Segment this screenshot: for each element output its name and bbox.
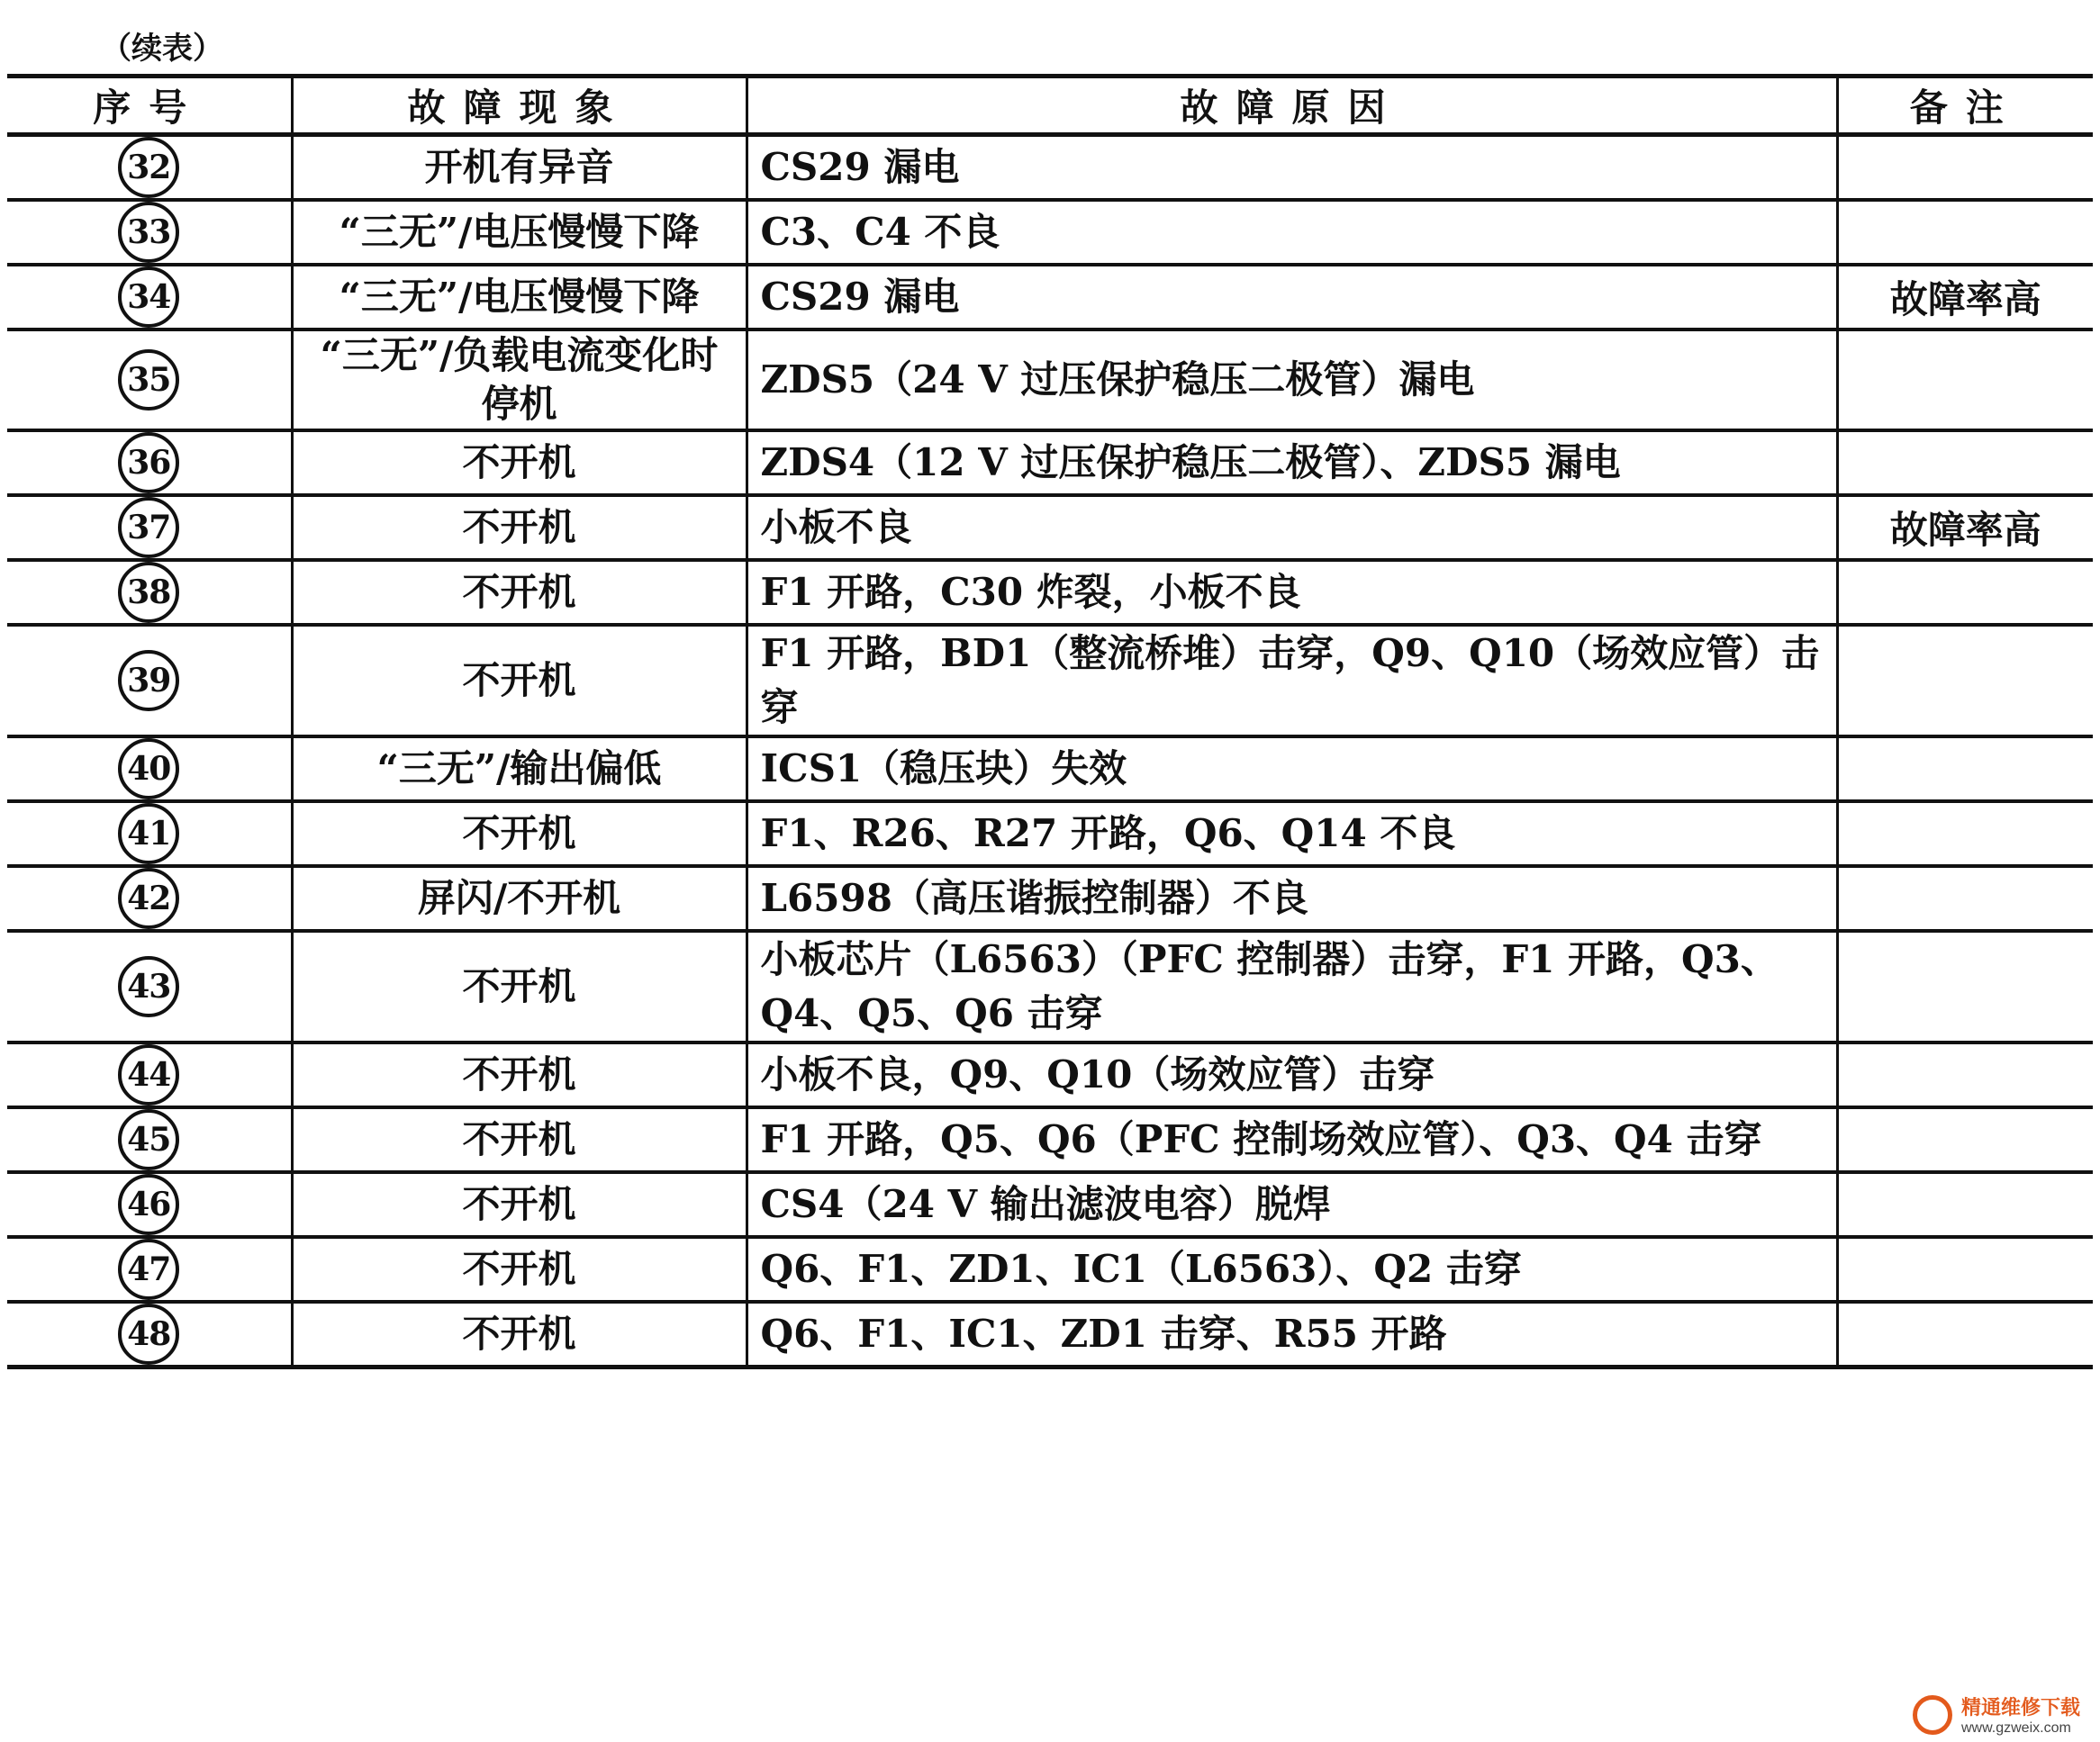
- row-symptom: 不开机: [292, 430, 747, 495]
- table-row: [7, 1172, 2093, 1237]
- row-number: [7, 1042, 292, 1107]
- row-number-circle: 39: [118, 650, 179, 711]
- row-note: [1837, 560, 2093, 625]
- table-body: [7, 135, 2093, 1367]
- row-cause: F1、R26、R27 开路，Q6、Q14 不良: [747, 801, 1837, 866]
- row-number: [7, 430, 292, 495]
- row-number: [7, 931, 292, 1042]
- row-cause: CS29 漏电: [747, 265, 1837, 329]
- row-number: [7, 135, 292, 201]
- row-number-circle: 41: [118, 803, 179, 864]
- row-cause: Q6、F1、ZD1、IC1（L6563）、Q2 击穿: [747, 1237, 1837, 1302]
- row-note: 故障率高: [1837, 265, 2093, 329]
- header-symptom: 故障现象: [292, 77, 747, 135]
- row-number: [7, 265, 292, 329]
- table-row: [7, 430, 2093, 495]
- row-note: [1837, 329, 2093, 430]
- table-row: [7, 265, 2093, 329]
- row-note: [1837, 1302, 2093, 1367]
- row-number: [7, 495, 292, 560]
- row-note: [1837, 200, 2093, 265]
- row-cause: C3、C4 不良: [747, 200, 1837, 265]
- row-number-circle: 35: [118, 349, 179, 411]
- row-note: [1837, 866, 2093, 931]
- table-row: [7, 736, 2093, 801]
- row-symptom: 不开机: [292, 1172, 747, 1237]
- row-symptom: 不开机: [292, 625, 747, 736]
- row-note: [1837, 801, 2093, 866]
- header-note: 备注: [1837, 77, 2093, 135]
- table-row: [7, 495, 2093, 560]
- row-note: [1837, 430, 2093, 495]
- row-number: [7, 866, 292, 931]
- row-number-circle: 37: [118, 497, 179, 558]
- row-cause: ZDS5（24 V 过压保护稳压二极管）漏电: [747, 329, 1837, 430]
- row-number: [7, 736, 292, 801]
- header-no: 序号: [7, 77, 292, 135]
- row-cause: 小板不良，Q9、Q10（场效应管）击穿: [747, 1042, 1837, 1107]
- row-number-circle: 45: [118, 1109, 179, 1170]
- table-row: [7, 1107, 2093, 1172]
- row-cause: F1 开路，C30 炸裂，小板不良: [747, 560, 1837, 625]
- row-number-circle: 36: [118, 432, 179, 493]
- table-caption: （续表）: [101, 31, 223, 67]
- row-number-circle: 40: [118, 738, 179, 799]
- header-row: [7, 77, 2093, 135]
- table-row: [7, 1237, 2093, 1302]
- row-number-circle: 43: [118, 956, 179, 1017]
- watermark-url: www.gzweix.com: [1960, 1720, 2071, 1736]
- row-symptom: 不开机: [292, 931, 747, 1042]
- row-cause: L6598（高压谐振控制器）不良: [747, 866, 1837, 931]
- row-note: 故障率高: [1837, 495, 2093, 560]
- table-row: [7, 931, 2093, 1042]
- row-symptom: 屏闪/不开机: [292, 866, 747, 931]
- table-row: [7, 801, 2093, 866]
- row-note: [1837, 1107, 2093, 1172]
- row-cause: ZDS4（12 V 过压保护稳压二极管）、ZDS5 漏电: [747, 430, 1837, 495]
- row-number-circle: 42: [118, 868, 179, 929]
- table-row: [7, 560, 2093, 625]
- row-note: [1837, 625, 2093, 736]
- row-number: [7, 1172, 292, 1237]
- row-number-circle: 33: [118, 202, 179, 263]
- row-number-circle: 38: [118, 562, 179, 623]
- row-symptom: 开机有异音: [292, 135, 747, 201]
- row-symptom: 不开机: [292, 1302, 747, 1367]
- row-symptom: 不开机: [292, 1042, 747, 1107]
- row-number-circle: 47: [118, 1239, 179, 1300]
- row-number: [7, 1302, 292, 1367]
- row-note: [1837, 135, 2093, 201]
- row-symptom: “三无”/输出偏低: [292, 736, 747, 801]
- table-row: [7, 329, 2093, 430]
- row-number-circle: 44: [118, 1044, 179, 1106]
- table-row: [7, 866, 2093, 931]
- table-row: [7, 625, 2093, 736]
- row-number-circle: 46: [118, 1174, 179, 1235]
- watermark-name: 精通维修下载: [1960, 1696, 2080, 1719]
- row-symptom: 不开机: [292, 1237, 747, 1302]
- row-number: [7, 329, 292, 430]
- row-cause: CS4（24 V 输出滤波电容）脱焊: [747, 1172, 1837, 1237]
- row-cause: 小板芯片（L6563）（PFC 控制器）击穿，F1 开路，Q3、Q4、Q5、Q6 击穿: [747, 931, 1837, 1042]
- row-symptom: “三无”/电压慢慢下降: [292, 200, 747, 265]
- row-cause: Q6、F1、IC1、ZD1 击穿、R55 开路: [747, 1302, 1837, 1367]
- row-cause: CS29 漏电: [747, 135, 1837, 201]
- row-symptom: “三无”/电压慢慢下降: [292, 265, 747, 329]
- row-symptom: 不开机: [292, 495, 747, 560]
- fault-table: [7, 74, 2093, 1369]
- row-cause: ICS1（稳压块）失效: [747, 736, 1837, 801]
- row-note: [1837, 931, 2093, 1042]
- row-cause: F1 开路，Q5、Q6（PFC 控制场效应管）、Q3、Q4 击穿: [747, 1107, 1837, 1172]
- row-note: [1837, 736, 2093, 801]
- row-symptom: “三无”/负载电流变化时停机: [292, 329, 747, 430]
- row-number: [7, 200, 292, 265]
- row-number-circle: 34: [118, 266, 179, 328]
- row-symptom: 不开机: [292, 801, 747, 866]
- table-row: [7, 200, 2093, 265]
- table-row: [7, 1042, 2093, 1107]
- row-note: [1837, 1172, 2093, 1237]
- header-cause: 故障原因: [747, 77, 1837, 135]
- row-cause: F1 开路，BD1（整流桥堆）击穿，Q9、Q10（场效应管）击穿: [747, 625, 1837, 736]
- table-row: [7, 135, 2093, 201]
- row-note: [1837, 1237, 2093, 1302]
- watermark-logo-icon: [1913, 1695, 1952, 1735]
- row-number-circle: 48: [118, 1304, 179, 1365]
- row-number: [7, 625, 292, 736]
- row-note: [1837, 1042, 2093, 1107]
- row-number: [7, 560, 292, 625]
- row-symptom: 不开机: [292, 1107, 747, 1172]
- table-row: [7, 1302, 2093, 1367]
- row-symptom: 不开机: [292, 560, 747, 625]
- row-number-circle: 32: [118, 137, 179, 198]
- row-cause: 小板不良: [747, 495, 1837, 560]
- watermark: [1913, 1692, 2080, 1737]
- row-number: [7, 801, 292, 866]
- row-number: [7, 1237, 292, 1302]
- row-number: [7, 1107, 292, 1172]
